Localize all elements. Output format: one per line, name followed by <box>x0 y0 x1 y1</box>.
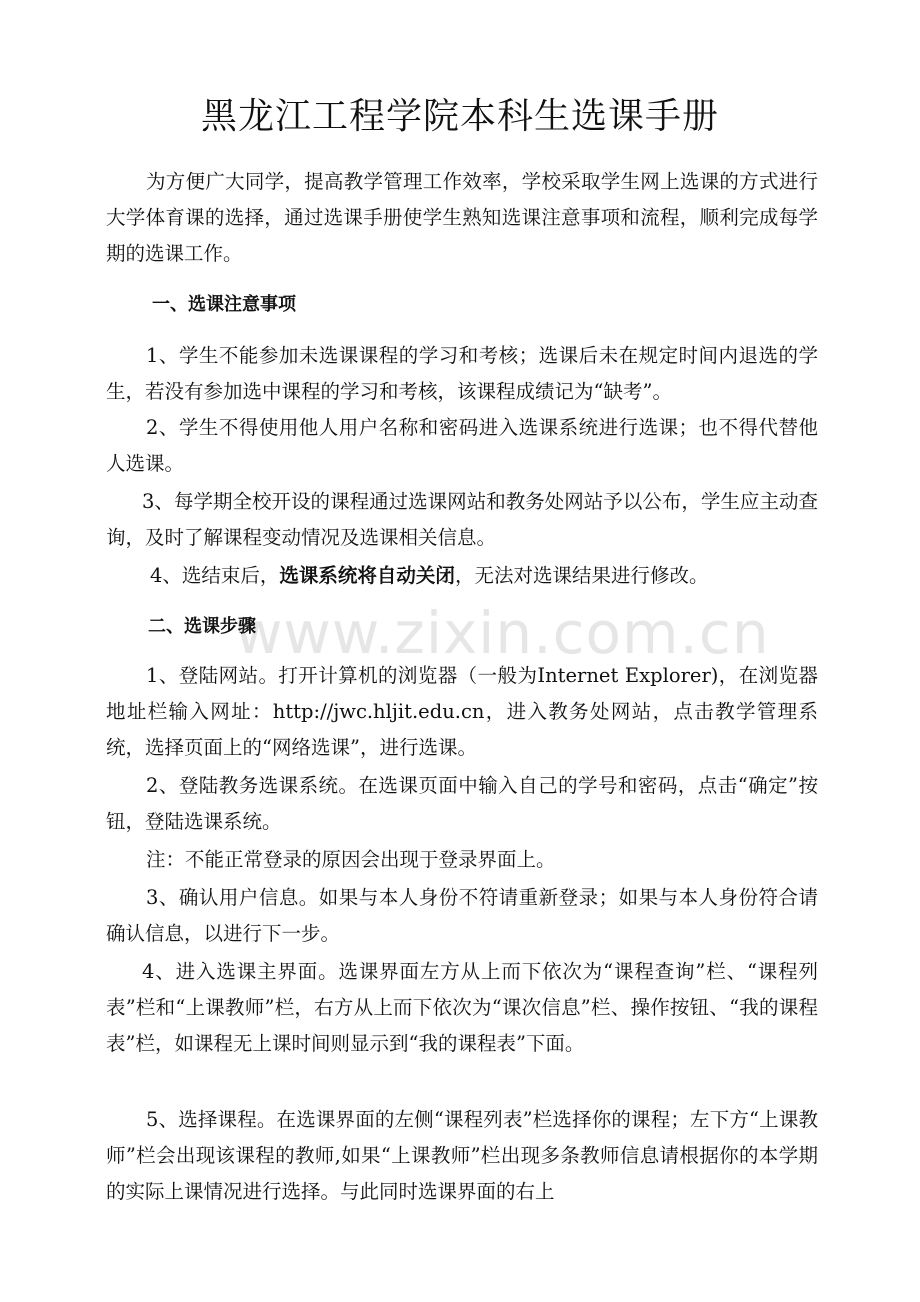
section2-step1: 1、登陆网站。打开计算机的浏览器（一般为Internet Explorer)，在浏览器地址栏输入网址：http://jwc.hljit.edu.cn，进入教务处网站，点击教学管理系统，选择页面上的“网络选课”，进行选课。 <box>106 664 818 759</box>
section1-item4-emphasis: 选课系统将自动关闭 <box>279 564 455 587</box>
watermark: www.zixin.com.cn <box>235 599 770 667</box>
section2-note: 注：不能正常登录的原因会出现于登录界面上。 <box>146 848 556 871</box>
section2-step3: 3、确认用户信息。如果与本人身份不符请重新登录；如果与本人身份符合请确认信息，以进行下一步。 <box>106 886 818 945</box>
intro-paragraph: 为方便广大同学，提高教学管理工作效率，学校采取学生网上选课的方式进行大学体育课的选择，通过选课手册使学生熟知选课注意事项和流程，顺利完成每学期的选课工作。 <box>106 170 818 265</box>
section1-item1: 1、学生不能参加未选课课程的学习和考核；选课后未在规定时间内退选的学生，若没有参加选中课程的学习和考核，该课程成绩记为“缺考”。 <box>106 344 818 403</box>
section1-item2: 2、学生不得使用他人用户名称和密码进入选课系统进行选课；也不得代替他人选课。 <box>106 416 818 475</box>
document-title: 黑龙江工程学院本科生选课手册 <box>200 96 719 137</box>
section1-item3: 3、每学期全校开设的课程通过选课网站和教务处网站予以公布，学生应主动查询，及时了解课程变动情况及选课相关信息。 <box>106 490 818 549</box>
section1-item4 <box>106 558 818 594</box>
section2-heading: 二、选课步骤 <box>148 616 256 637</box>
section2-step2: 2、登陆教务选课系统。在选课页面中输入自己的学号和密码，点击“确定”按钮，登陆选课系统。 <box>106 774 818 833</box>
section1-item4-pre: 4、选结束后， <box>150 564 280 587</box>
section1-item4-post: ，无法对选课结果进行修改。 <box>454 564 709 587</box>
section2-step4: 4、进入选课主界面。选课界面左方从上而下依次为“课程查询”栏、“课程列表”栏和“上课教师”栏，右方从上而下依次为“课次信息”栏、操作按钮、“我的课程表”栏，如课程无上课时间则显示到“我的课程表”下面。 <box>106 960 818 1055</box>
section2-step5: 5、选择课程。在选课界面的左侧“课程列表”栏选择你的课程；左下方“上课教师”栏会出现该课程的教师,如果“上课教师”栏出现多条教师信息请根据你的本学期的实际上课情况进行选择。与此同时选课界面的右上 <box>106 1108 818 1203</box>
section1-heading: 一、选课注意事项 <box>152 294 296 315</box>
